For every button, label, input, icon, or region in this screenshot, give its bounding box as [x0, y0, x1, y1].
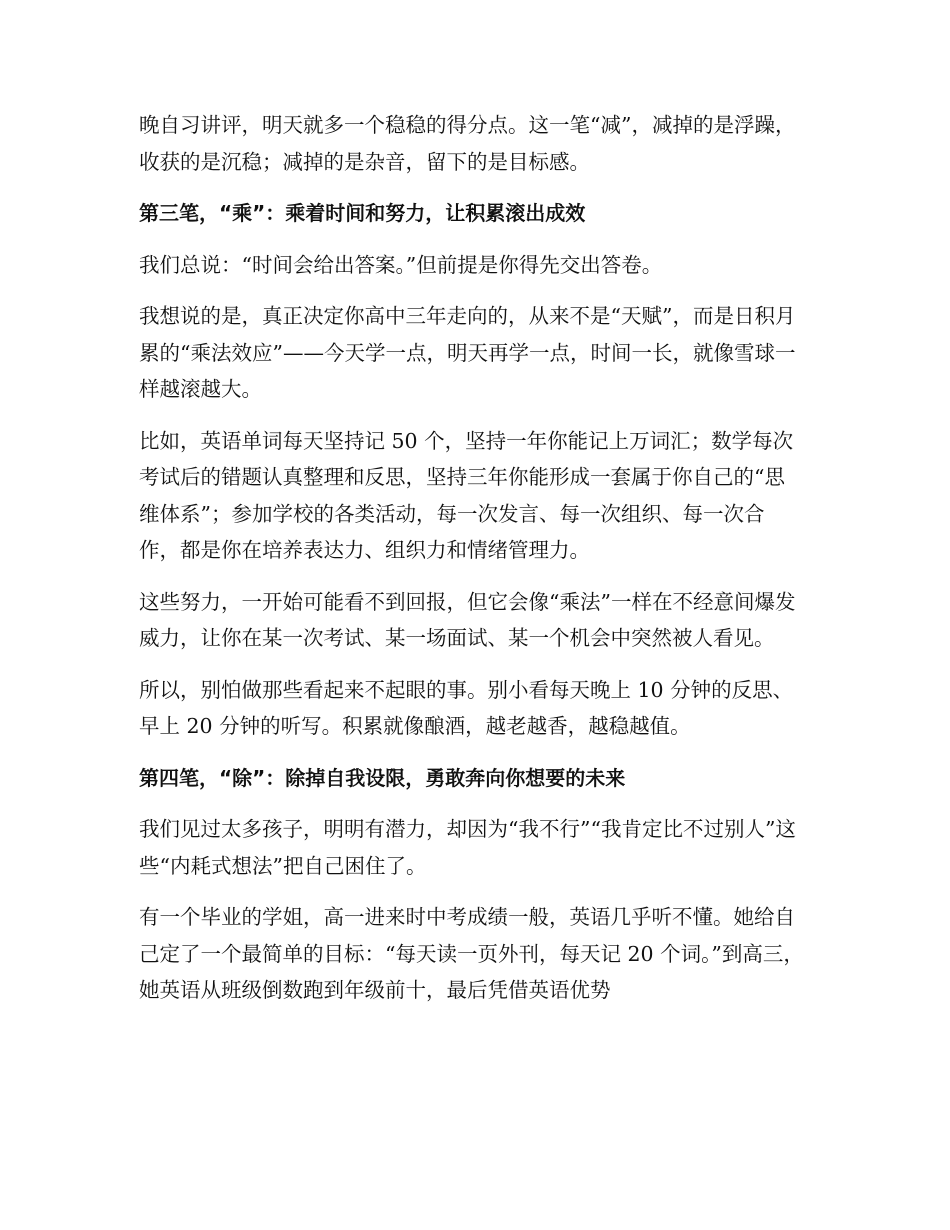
- paragraph-7: 我们见过太多孩子，明明有潜力，却因为“我不行”“我肯定比不过别人”这些“内耗式想法”把自己困住了。: [139, 817, 796, 878]
- section-heading-3: 第三笔，“乘”：乘着时间和努力，让积累滚出成效: [139, 201, 586, 225]
- paragraph-2: 我们总说：“时间会给出答案。”但前提是你得先交出答卷。: [139, 252, 663, 277]
- section-heading-4: 第四笔，“除”：除掉自我设限，勇敢奔向你想要的未来: [139, 765, 626, 790]
- paragraph-6: 所以，别怕做那些看起来不起眼的事。别小看每天晚上 10 分钟的反思、早上 20 分钟的听写。积累就像酿酒，越老越香，越稳越值。: [139, 677, 794, 738]
- paragraph-8: 有一个毕业的学姐，高一进来时中考成绩一般，英语几乎听不懂。她给自己定了一个最简单的目标：“每天读一页外刊，每天记 20 个词。”到高三，她英语从班级倒数跑到年级前十，最后凭借英语优势: [139, 905, 804, 1002]
- paragraph-4: 比如，英语单词每天坚持记 50 个，坚持一年你能记上万词汇；数学每次考试后的错题认真整理和反思，坚持三年你能形成一套属于你自己的“思维体系”；参加学校的各类活动，每一次发言、每一次组织、每一次合作，都是你在培养表达力、组织力和情绪管理力。: [139, 428, 794, 562]
- paragraph-3: 我想说的是，真正决定你高中三年走向的，从来不是“天赋”，而是日积月累的“乘法效应”——今天学一点，明天再学一点，时间一长，就像雪球一样越滚越大。: [139, 304, 796, 401]
- paragraph-5: 这些努力，一开始可能看不到回报，但它会像“乘法”一样在不经意间爆发威力，让你在某一次考试、某一场面试、某一个机会中突然被人看见。: [139, 589, 796, 650]
- paragraph-1: 晚自习讲评，明天就多一个稳稳的得分点。这一笔“减”，减掉的是浮躁，收获的是沉稳；减掉的是杂音，留下的是目标感。: [139, 113, 796, 174]
- document-body: [139, 107, 804, 1024]
